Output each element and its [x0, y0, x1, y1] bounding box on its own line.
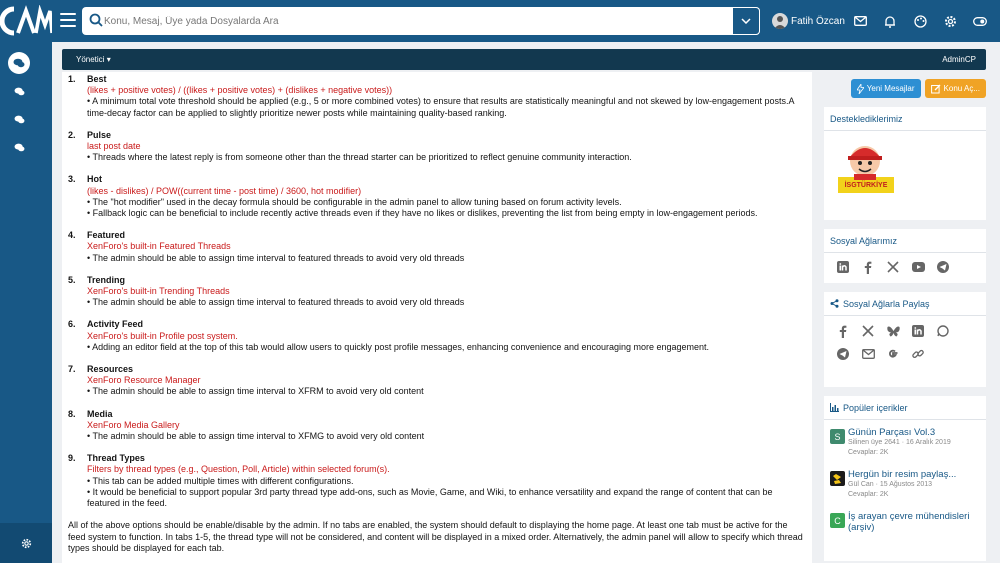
search-input[interactable]: [104, 7, 724, 35]
rail-item-forums[interactable]: [8, 52, 30, 74]
user-name: Fatih Özcan: [791, 15, 845, 27]
chat-bubbles-icon: [13, 58, 25, 68]
feature-item: [68, 409, 806, 443]
item-bullet: • The admin should be able to assign time interval to XFMG to avoid very old content: [87, 431, 425, 442]
footer-paragraph: All of the above options should be enable/disable by the admin. If no tabs are enabled, the system should default to displaying the home page. At least one tab must be active for the feed system to function. In tabs 1-5, the thread type will not be considered, and content will be displayed in a mixed order. Alternatively, the admin panel will allow to specify which thread types should be displayed for each tab.: [68, 520, 803, 553]
chat-bubbles-icon: [14, 87, 25, 96]
item-bullet: • Adding an editor field at the top of this tab would allow users to quickly post profile messages, enhancing convenience and encouraging more engagement.: [87, 341, 710, 352]
item-bullet: • Threads where the latest reply is from someone other than the thread starter can be prioritized to reflect genuine community interaction.: [87, 152, 632, 163]
item-formula: XenForo's built-in Featured Threads: [87, 241, 231, 252]
item-number: 8.: [68, 408, 76, 419]
item-number: 7.: [68, 364, 76, 375]
social-title: Sosyal Ağlarımız: [824, 229, 986, 253]
item-formula: last post date: [87, 141, 141, 152]
share-block: [824, 292, 986, 387]
avatar[interactable]: C: [830, 513, 845, 528]
chevron-down-icon: [741, 18, 751, 24]
item-number: 2.: [68, 129, 76, 140]
facebook-share-icon[interactable]: [836, 324, 850, 338]
avatar: [772, 13, 788, 29]
feature-item: [68, 230, 806, 264]
top-bar: [0, 0, 1000, 42]
item-title: Featured: [87, 230, 126, 241]
toggle-icon[interactable]: [972, 13, 988, 29]
bluesky-share-icon[interactable]: [886, 324, 900, 338]
popular-block: [824, 396, 986, 561]
item-title: Hot: [87, 174, 102, 185]
chat-bubbles-icon: [14, 115, 25, 124]
item-number: 4.: [68, 230, 76, 241]
new-thread-button[interactable]: Konu Aç...: [925, 79, 986, 98]
share-icon: [830, 299, 839, 308]
search-icon: [89, 13, 103, 27]
feature-item: [68, 319, 806, 353]
item-title: Best: [87, 74, 107, 84]
edit-icon: [931, 84, 941, 94]
item-title: Resources: [87, 364, 134, 375]
whatsapp-share-icon[interactable]: [936, 324, 950, 338]
bell-icon[interactable]: [882, 13, 898, 29]
item-bullet: • Fallback logic can be beneficial to include recently active threads even if they have no likes or dislikes, preventing the list from being empty in low-engagement periods.: [87, 208, 758, 219]
menu-icon[interactable]: [60, 13, 76, 27]
admin-bar: [62, 49, 986, 70]
youtube-icon[interactable]: [911, 260, 925, 274]
popular-item-meta: Silinen üye 2641 · 16 Aralık 2019: [848, 439, 951, 446]
popular-item-replies: Cevaplar: 2K: [848, 491, 889, 498]
item-title: Trending: [87, 274, 125, 285]
item-formula: (likes + positive votes) / ((likes + positive votes) + (dislikes + negative votes)): [87, 85, 393, 96]
item-formula: XenForo Resource Manager: [87, 375, 201, 386]
item-bullet: • The admin should be able to assign time interval to XFRM to avoid very old content: [87, 386, 424, 397]
telegram-icon[interactable]: [936, 260, 950, 274]
bolt-icon: [857, 84, 864, 94]
supporter-logo-text: İSGTÜRKİYE: [844, 182, 888, 189]
item-title: Thread Types: [87, 453, 145, 464]
item-title: Media: [87, 408, 113, 419]
popular-item-title[interactable]: İş arayan çevre mühendisleri (arşiv): [848, 511, 970, 533]
share-header: [824, 292, 986, 316]
item-bullet: • A minimum total vote threshold should be applied (e.g., 5 or more combined votes) to ensure that results are statistically meaningful and not skewed by low-engagement posts.A time-decay factor can be applied to slightly prioritize newer posts while maintaining quality-based ranking.: [87, 96, 795, 118]
bar-chart-icon: [830, 403, 839, 412]
chat-bubbles-icon: [14, 143, 25, 152]
link-share-icon[interactable]: [911, 347, 925, 361]
item-formula: XenForo's built-in Profile post system.: [87, 330, 238, 341]
rail-item-media[interactable]: [8, 108, 30, 130]
google-share-icon[interactable]: [886, 347, 900, 361]
linkedin-share-icon[interactable]: [911, 324, 925, 338]
search-bar: [82, 7, 760, 35]
feature-item: [68, 275, 806, 309]
x-icon[interactable]: [886, 260, 900, 274]
left-rail: [0, 42, 52, 563]
inbox-icon[interactable]: [852, 13, 868, 29]
item-formula: XenForo Media Gallery: [87, 419, 180, 430]
popular-title: Popüler içerikler: [843, 403, 908, 413]
popular-item-replies: Cevaplar: 2K: [848, 449, 889, 456]
item-number: 3.: [68, 174, 76, 185]
site-logo[interactable]: [0, 5, 52, 37]
avatar[interactable]: S: [830, 429, 845, 444]
item-number: 1.: [68, 74, 76, 84]
admin-menu[interactable]: Yönetici ▾: [76, 55, 111, 64]
popular-item[interactable]: [830, 427, 980, 461]
search-options-button[interactable]: [732, 7, 760, 35]
feature-item: [68, 174, 806, 219]
item-number: 9.: [68, 453, 76, 464]
supporters-title: Desteklediklerimiz: [824, 107, 986, 131]
post-content: [62, 72, 812, 563]
admincp-link[interactable]: AdminCP: [942, 55, 976, 64]
popular-item[interactable]: [830, 511, 980, 545]
rail-settings-button[interactable]: [0, 523, 52, 563]
item-number: 6.: [68, 319, 76, 330]
item-title: Pulse: [87, 129, 112, 140]
popular-item-title[interactable]: Hergün bir resim paylaş...: [848, 469, 957, 480]
feature-item: [68, 364, 806, 398]
gear-icon[interactable]: [942, 13, 958, 29]
rail-item-whats-new[interactable]: [8, 80, 30, 102]
popular-item-meta: Gül Can · 15 Ağustos 2013: [848, 481, 933, 488]
linkedin-icon[interactable]: [836, 260, 850, 274]
supporters-block: [824, 107, 986, 220]
feature-item: [68, 453, 806, 509]
item-bullet: • It would be beneficial to support popular 3rd party thread type add-ons, such as Movie, Game, and Wiki, to enhance versatility and expand the range of content that can be featured in the feed.: [87, 486, 773, 509]
sidebar: [824, 72, 986, 563]
palette-icon[interactable]: [912, 13, 928, 29]
gear-icon: [21, 538, 32, 549]
item-bullet: • This tab can be added multiple times with different configurations.: [87, 475, 354, 486]
item-formula: XenForo's built-in Trending Threads: [87, 286, 230, 297]
item-number: 5.: [68, 274, 76, 285]
new-messages-button[interactable]: Yeni Mesajlar: [851, 79, 921, 98]
avatar[interactable]: [830, 471, 845, 486]
social-block: [824, 229, 986, 283]
popular-header: [824, 396, 986, 420]
facebook-icon[interactable]: [861, 260, 875, 274]
feature-item: [68, 130, 806, 164]
item-title: Activity Feed: [87, 319, 144, 330]
item-bullet: • The "hot modifier" used in the decay formula should be configurable in the admin panel to allow tuning based on forum activity levels.: [87, 196, 622, 207]
popular-item-title[interactable]: Günün Parçası Vol.3: [848, 427, 936, 438]
item-bullet: • The admin should be able to assign time interval to featured threads to avoid very old threads: [87, 252, 465, 263]
x-share-icon[interactable]: [861, 324, 875, 338]
item-formula: (likes - dislikes) / POW((current time - post time) / 3600, hot modifier): [87, 185, 362, 196]
supporter-logo[interactable]: [830, 137, 900, 205]
feature-item: [68, 74, 806, 119]
telegram-share-icon[interactable]: [836, 347, 850, 361]
feature-list: [68, 74, 806, 509]
rail-item-members[interactable]: [8, 136, 30, 158]
share-title: Sosyal Ağlarla Paylaş: [843, 299, 930, 309]
user-menu[interactable]: [772, 12, 845, 30]
popular-item[interactable]: [830, 469, 980, 503]
item-bullet: • The admin should be able to assign time interval to featured threads to avoid very old threads: [87, 297, 465, 308]
email-share-icon[interactable]: [861, 347, 875, 361]
item-formula: Filters by thread types (e.g., Question, Poll, Article) within selected forum(s).: [87, 464, 390, 475]
